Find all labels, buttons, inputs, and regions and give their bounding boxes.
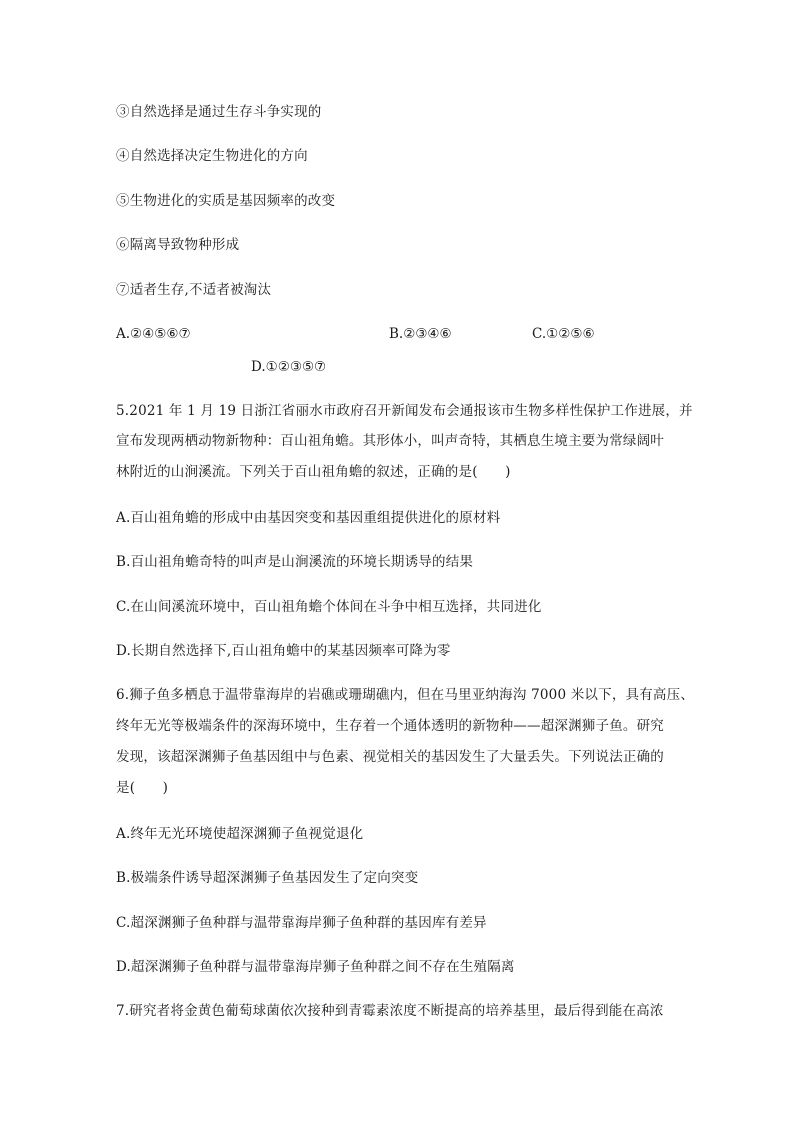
q4-statement-5: ⑤生物进化的实质是基因频率的改变 [116, 193, 336, 209]
q4-statement-7: ⑦适者生存,不适者被淘汰 [116, 282, 272, 298]
q5-stem-line-3: 林附近的山涧溪流。下列关于百山祖角蟾的叙述，正确的是( ) [116, 464, 511, 480]
q5-option-c: C.在山间溪流环境中，百山祖角蟾个体间在斗争中相互选择，共同进化 [116, 599, 542, 615]
q7-stem-line-1: 7.研究者将金黄色葡萄球菌依次接种到青霉素浓度不断提高的培养基里，最后得到能在高浓 [116, 1003, 664, 1019]
q4-option-c: C.①②⑤⑥ [532, 326, 595, 342]
q4-option-a: A.②④⑤⑥⑦ [116, 326, 191, 342]
q6-option-d: D.超深渊狮子鱼种群与温带靠海岸狮子鱼种群之间不存在生殖隔离 [116, 959, 515, 975]
q4-statement-4: ④自然选择决定生物进化的方向 [116, 148, 308, 164]
q5-stem-line-2: 宣布发现两栖动物新物种：百山祖角蟾。其形体小，叫声奇特，其栖息生境主要为常绿阔叶 [116, 433, 664, 449]
q6-stem-line-3: 发现，该超深渊狮子鱼基因组中与色素、视觉相关的基因发生了大量丢失。下列说法正确的 [116, 749, 664, 765]
q5-option-b: B.百山祖角蟾奇特的叫声是山涧溪流的环境长期诱导的结果 [116, 554, 474, 570]
q6-option-c: C.超深渊狮子鱼种群与温带靠海岸狮子鱼种群的基因库有差异 [116, 915, 487, 931]
q6-stem-line-1: 6.狮子鱼多栖息于温带靠海岸的岩礁或珊瑚礁内，但在马里亚纳海沟 7000 米以下，具有高压、 [116, 687, 695, 703]
q4-statement-3: ③自然选择是通过生存斗争实现的 [116, 104, 322, 120]
q6-option-a: A.终年无光环境使超深渊狮子鱼视觉退化 [116, 826, 364, 842]
q4-option-d: D.①②③⑤⑦ [251, 359, 327, 375]
q6-stem-line-4: 是( ) [116, 780, 169, 796]
q6-option-b: B.极端条件诱导超深渊狮子鱼基因发生了定向突变 [116, 870, 419, 886]
q4-statement-6: ⑥隔离导致物种形成 [116, 237, 240, 253]
q5-option-a: A.百山祖角蟾的形成中由基因突变和基因重组提供进化的原材料 [116, 510, 501, 526]
q4-option-b: B.②③④⑥ [389, 326, 452, 342]
q5-option-d: D.长期自然选择下,百山祖角蟾中的某基因频率可降为零 [116, 643, 451, 659]
q5-stem-line-1: 5.2021 年 1 月 19 日浙江省丽水市政府召开新闻发布会通报该市生物多样性保护工作进展，并 [116, 403, 693, 419]
q6-stem-line-2: 终年无光等极端条件的深海环境中，生存着一个通体透明的新物种——超深渊狮子鱼。研究 [116, 718, 664, 734]
